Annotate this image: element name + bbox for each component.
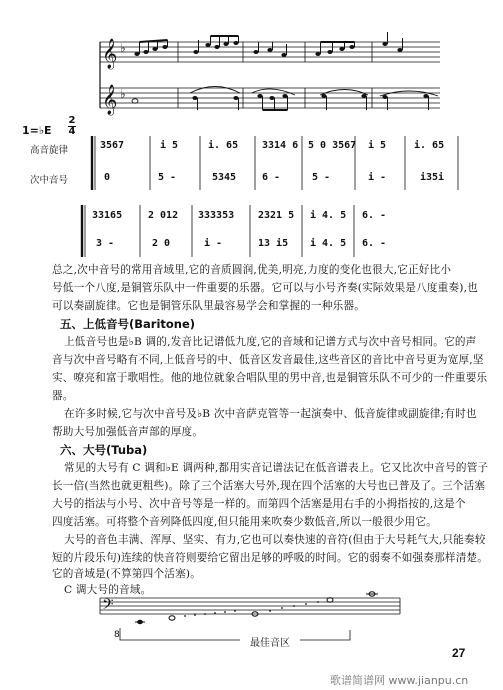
s6-p2-line-2: 短的片段乐句)连续的快音符则要给它留出足够的呼吸的时间。它的弱奏不如强奏那样清楚。 xyxy=(52,552,489,564)
s1-high-6: i 5 xyxy=(368,140,387,151)
s5-p1-line-4: 器。 xyxy=(52,390,74,402)
s6-p2-line-1: 大号的音色丰满、浑厚、坚实、有力,它也可以奏快速的音符(但由于大号耗气大,只能奏较 xyxy=(64,534,486,546)
section6-title: 六、大号(Tuba) xyxy=(60,443,148,457)
part-label-high: 高音旋律 xyxy=(30,145,69,156)
s6-p1-line-2: 长一倍(当然也就更粗些)。除了三个活塞大号外,现在四个活塞的大号也已普及了。三个活塞 xyxy=(52,480,486,492)
time-signature-bottom: 4 xyxy=(68,126,76,137)
s1-mid-1: 0 xyxy=(104,172,111,183)
s1-mid-3: 5345 xyxy=(212,172,237,183)
s1-mid-6: i - xyxy=(368,172,387,183)
site-watermark: 歌谱简谱网 www.jianpu.cn xyxy=(330,674,469,687)
s5-p2-line-2: 帮助大号加强低音声部的厚度。 xyxy=(52,426,204,438)
page-number: 27 xyxy=(452,646,466,660)
s2-high-3: 333353 xyxy=(198,210,235,221)
range-caption: C 调大号的音域。 xyxy=(64,584,152,596)
s1-mid-7: i35i xyxy=(420,172,445,183)
s6-p1-line-3: 大号的指法与小号、次中音号等是一样的。而第四个活塞是用右手的小拇指按的,这是个 xyxy=(52,498,466,510)
section5-title: 五、上低音号(Baritone) xyxy=(60,317,196,331)
s2-mid-1: 3 - xyxy=(96,238,115,249)
s6-p1-line-4: 四度活塞。可将整个音列降低四度,但只能用来吹奏少数低音,所以一般很少用它。 xyxy=(52,516,437,528)
s5-p1-line-1: 上低音号也是♭B 调的,发音比记谱低九度,它的音域和记谱方式与次中音号相同。它的声 xyxy=(64,336,477,348)
time-signature xyxy=(68,116,76,137)
s1-high-1: 3567 xyxy=(100,140,125,151)
time-signature-top: 2 xyxy=(68,115,76,126)
s1-mid-2: 5 - xyxy=(158,172,177,183)
svg-text:♭: ♭ xyxy=(120,87,126,101)
s2-mid-5: i 4. 5 xyxy=(310,238,347,249)
s1-high-5: 5 0 3567 xyxy=(308,140,357,151)
s2-high-1: 33165 xyxy=(92,210,123,221)
s1-mid-4: 6 - xyxy=(262,172,281,183)
svg-text:♭: ♭ xyxy=(120,41,126,55)
s6-p1-line-1: 常见的大号有 C 调和♭E 调两种,都用实音记谱法记在低音谱表上。它又比次中音号的管子 xyxy=(64,462,489,474)
s2-mid-4: 13 i5 xyxy=(258,238,289,249)
intro-line-3: 可以奏副旋律。它也是铜管乐队里最容易学会和掌握的一种乐器。 xyxy=(52,300,366,312)
s5-p1-line-2: 音与次中音号略有不同,上低音号的中、低音区发音最佳,这些音区的音比中音号更为宽厚,坚 xyxy=(52,354,484,366)
part-label-mid: 次中音号 xyxy=(30,175,69,186)
s5-p1-line-3: 实、嘹亮和富于歌唱性。他的地位就象合唱队里的男中音,也是铜管乐队不可少的一件重要乐 xyxy=(52,372,488,384)
intro-line-2: 号低一个八度,是铜管乐队中一件重要的乐器。它可以与小号齐奏(实际效果是八度重奏),也 xyxy=(52,282,478,294)
key-signature: 1=♭E xyxy=(22,124,52,137)
octave-mark: 8 xyxy=(114,630,120,640)
svg-text:𝄞: 𝄞 xyxy=(102,85,118,115)
s6-p2-line-3: 它的音域是(不算第四个活塞)。 xyxy=(52,568,201,580)
svg-text:𝄢: 𝄢 xyxy=(102,596,114,617)
s1-high-7: i. 65 xyxy=(414,140,445,151)
s5-p2-line-1: 在许多时候,它与次中音号及♭B 次中音萨克管等一起演奏中、低音旋律或副旋律;有时也 xyxy=(64,408,477,420)
s2-high-5: i 4. 5 xyxy=(310,210,347,221)
s2-mid-2: 2 0 xyxy=(152,238,171,249)
s2-high-6: 6. - xyxy=(362,210,387,221)
s1-high-3: i. 65 xyxy=(208,140,239,151)
svg-text:𝄞: 𝄞 xyxy=(102,39,118,69)
s1-mid-5: 5 - xyxy=(312,172,331,183)
intro-line-1: 总之,次中音号的常用音域里,它的音质圆润,优美,明亮,力度的变化也很大,它正好比小 xyxy=(52,264,452,276)
s2-high-4: 2321 5 xyxy=(258,210,295,221)
s2-mid-6: 6. - xyxy=(362,238,387,249)
s1-high-4: 3314 6 xyxy=(262,140,299,151)
s2-high-2: 2 012 xyxy=(148,210,179,221)
best-range-label: 最佳音区 xyxy=(250,638,290,649)
s1-high-2: i 5 xyxy=(160,140,179,151)
s2-mid-3: i - xyxy=(204,238,223,249)
